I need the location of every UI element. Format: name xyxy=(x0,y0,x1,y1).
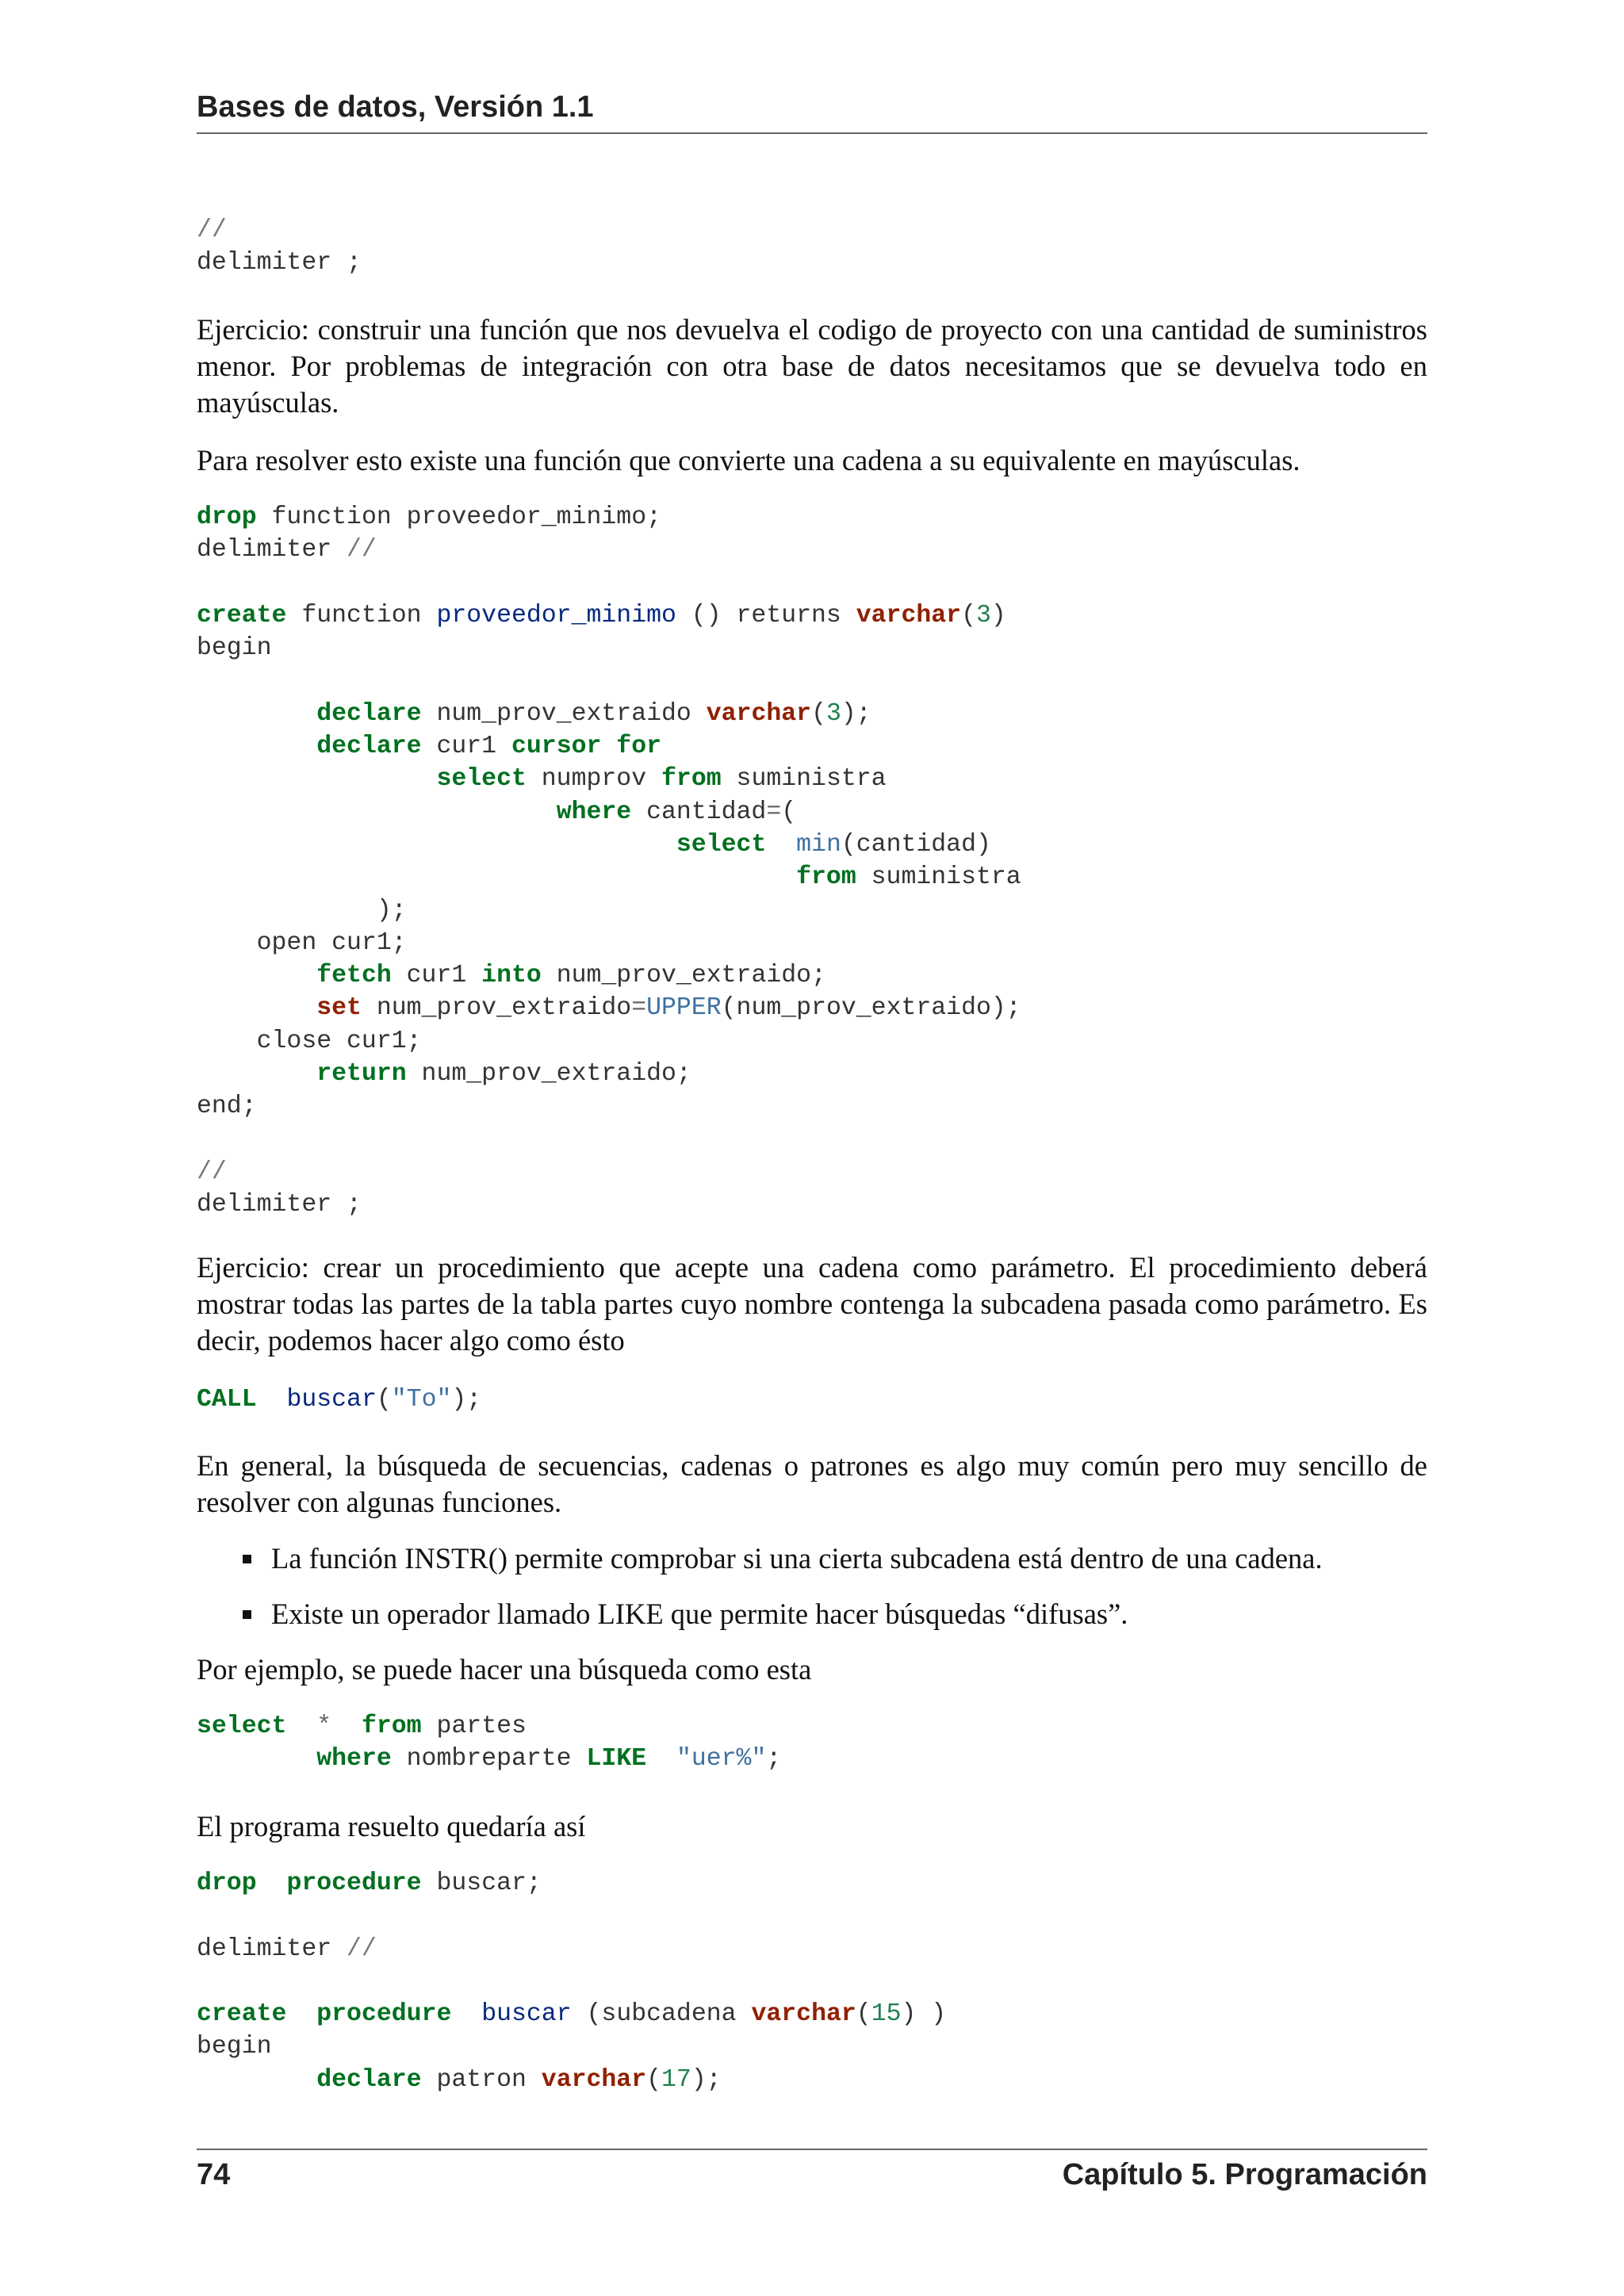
code-token: buscar xyxy=(286,1386,377,1414)
code-token: into xyxy=(481,962,542,990)
code-block-proveedor-minimo xyxy=(197,501,1427,1222)
code-token: declare xyxy=(316,733,422,761)
code-token: function xyxy=(286,601,437,629)
code-line xyxy=(197,1027,422,1055)
paragraph-upper-info: Para resolver esto existe una función que convierte una cadena a su equivalente en mayúsculas. xyxy=(197,444,1300,476)
code-token xyxy=(197,733,316,760)
bullet-list xyxy=(197,1540,1427,1632)
code-line xyxy=(197,1060,691,1088)
code-token: varchar xyxy=(751,2000,856,2029)
code-token: drop xyxy=(197,1869,257,1897)
code-token: function proveedor_minimo; xyxy=(256,503,662,531)
footer-rule xyxy=(197,2149,1427,2150)
code-token: * xyxy=(316,1712,332,1740)
code-token xyxy=(286,1712,316,1740)
bullet-item xyxy=(197,1596,1427,1632)
code-token: for xyxy=(601,733,662,761)
code-token: num_prov_extraido xyxy=(421,699,707,728)
code-token: select xyxy=(676,830,767,859)
code-token: numprov xyxy=(526,765,662,794)
code-line xyxy=(197,765,887,793)
code-line xyxy=(197,962,826,989)
code-token: cursor xyxy=(511,733,602,761)
code-token xyxy=(286,2000,316,2028)
code-line xyxy=(197,2033,272,2061)
code-token: (cantidad) xyxy=(841,830,991,859)
code-token: declare xyxy=(316,2065,422,2094)
code-token: = xyxy=(631,994,647,1023)
code-token: from xyxy=(661,765,722,794)
paragraph-exercise-2: Ejercicio: crear un procedimiento que acepte una cadena como parámetro. El procedimiento deberá mostrar todas las partes de la tabla partes cuyo nombre contenga la subcadena pasada como parámetro. Es decir, podemos hacer algo como ésto xyxy=(197,1251,1427,1357)
code-token: ( xyxy=(811,699,826,728)
code-token xyxy=(451,2000,481,2028)
code-line xyxy=(197,249,362,277)
bullet-item xyxy=(197,1540,1427,1577)
paragraph-program-resolved: El programa resuelto quedaría así xyxy=(197,1810,586,1843)
code-token: procedure xyxy=(286,1869,422,1897)
code-token: // xyxy=(197,216,227,244)
code-token: min xyxy=(796,830,841,859)
code-token xyxy=(197,831,676,859)
code-token xyxy=(197,2066,316,2094)
code-line xyxy=(197,1386,481,1414)
code-block-procedure-buscar xyxy=(197,1867,1427,2096)
code-token xyxy=(766,831,796,859)
code-token: cur1 xyxy=(421,733,511,761)
code-token: ) ) xyxy=(901,2000,947,2029)
code-token: // xyxy=(197,1158,227,1186)
code-token: ( xyxy=(856,2000,871,2029)
code-line xyxy=(197,1935,377,1963)
code-token: ( xyxy=(376,1386,392,1414)
page-number: 74 xyxy=(197,2158,231,2191)
code-token: 15 xyxy=(871,2000,902,2029)
code-token: suministra xyxy=(856,863,1021,892)
code-token: nombreparte xyxy=(391,1745,587,1774)
code-token: buscar; xyxy=(421,1869,542,1897)
code-token: end; xyxy=(197,1093,257,1121)
code-token xyxy=(646,1745,676,1773)
code-token: select xyxy=(436,765,527,794)
code-token: 3 xyxy=(825,699,841,728)
code-token: ) xyxy=(990,601,1006,629)
code-token: patron xyxy=(421,2065,542,2094)
code-token: partes xyxy=(421,1712,527,1740)
code-token: begin xyxy=(197,634,272,663)
code-token xyxy=(197,1745,316,1773)
code-token xyxy=(197,700,316,728)
code-token: create xyxy=(197,2000,287,2029)
code-line xyxy=(197,1191,362,1219)
code-token: num_prov_extraido xyxy=(361,994,632,1023)
code-token: ); xyxy=(841,699,871,728)
code-token: cantidad xyxy=(631,798,767,826)
bullet-marker xyxy=(243,1555,251,1563)
code-token xyxy=(197,994,316,1022)
code-token: UPPER xyxy=(646,994,722,1023)
code-token: procedure xyxy=(316,2000,452,2029)
code-token: (subcadena xyxy=(571,2000,752,2029)
code-line xyxy=(197,1712,527,1740)
code-line xyxy=(197,536,377,564)
code-line xyxy=(197,929,407,957)
code-token: drop xyxy=(197,503,257,531)
code-token: ( xyxy=(961,601,976,629)
code-token: = xyxy=(766,798,782,826)
code-token: num_prov_extraido; xyxy=(406,1060,691,1089)
code-line xyxy=(197,1093,257,1120)
code-token xyxy=(197,798,557,826)
code-line xyxy=(197,2066,722,2094)
code-line xyxy=(197,634,272,662)
code-token: delimiter xyxy=(197,536,347,564)
code-line xyxy=(197,602,1006,629)
code-token: ); xyxy=(691,2065,722,2094)
code-token: // xyxy=(347,536,377,564)
paragraph-example: Por ejemplo, se puede hacer una búsqueda como esta xyxy=(197,1653,812,1686)
code-token: // xyxy=(347,1934,377,1963)
code-token: open cur1; xyxy=(197,928,407,957)
code-line xyxy=(197,1869,542,1897)
code-token: begin xyxy=(197,2033,272,2061)
code-token: close cur1; xyxy=(197,1027,422,1055)
code-token: from xyxy=(361,1712,422,1740)
code-token: num_prov_extraido; xyxy=(541,962,826,990)
code-token: delimiter ; xyxy=(197,1191,362,1219)
code-token: 17 xyxy=(661,2065,691,2094)
code-token xyxy=(197,863,796,891)
code-token: LIKE xyxy=(586,1745,647,1774)
code-token: varchar xyxy=(541,2065,647,2094)
code-token: where xyxy=(316,1745,392,1774)
code-block-delimiter-end xyxy=(197,214,1427,280)
code-token: proveedor_minimo xyxy=(436,601,676,629)
paragraph-search-intro: En general, la búsqueda de secuencias, cadenas o patrones es algo muy común pero muy sencillo de resolver con algunas funciones. xyxy=(197,1449,1427,1518)
code-token: where xyxy=(556,798,632,826)
code-token xyxy=(197,765,436,793)
bullet-marker xyxy=(243,1610,251,1619)
code-token: "To" xyxy=(391,1386,452,1414)
code-token: return xyxy=(316,1060,407,1089)
code-token: varchar xyxy=(706,699,812,728)
code-token: declare xyxy=(316,699,422,728)
code-token xyxy=(257,1386,287,1414)
code-token: 3 xyxy=(975,601,991,629)
paragraph-exercise-1: Ejercicio: construir una función que nos devuelva el codigo de proyecto con una cantidad de suministros menor. Por problemas de integración con otra base de datos necesitamos que se devuelva todo en mayúsculas. xyxy=(197,313,1427,419)
code-token: ); xyxy=(451,1386,482,1414)
bullet-text: Existe un operador llamado LIKE que permite hacer búsquedas “difusas”. xyxy=(271,1598,1128,1630)
code-token xyxy=(257,1869,287,1897)
chapter-title: Capítulo 5. Programación xyxy=(1062,2158,1427,2191)
code-token: ); xyxy=(197,896,407,924)
code-block-like-select xyxy=(197,1710,1427,1776)
code-token: ( xyxy=(781,798,797,826)
code-line xyxy=(197,216,227,244)
code-token: CALL xyxy=(197,1386,257,1414)
code-line xyxy=(197,1745,781,1773)
code-token: set xyxy=(316,994,362,1023)
code-line xyxy=(197,733,661,760)
code-line xyxy=(197,700,871,728)
code-line xyxy=(197,798,796,826)
code-token: (num_prov_extraido); xyxy=(721,994,1021,1023)
code-token: ; xyxy=(766,1745,782,1774)
code-token: select xyxy=(197,1712,287,1740)
code-token xyxy=(331,1712,362,1740)
code-token: "uer%" xyxy=(676,1745,767,1774)
code-token: varchar xyxy=(856,601,962,629)
running-header-title: Bases de datos, Versión 1.1 xyxy=(197,90,594,124)
code-token: suministra xyxy=(721,765,887,794)
code-token: cur1 xyxy=(391,962,482,990)
code-line xyxy=(197,897,407,924)
code-token xyxy=(197,962,316,989)
code-token: ( xyxy=(646,2065,662,2094)
code-line xyxy=(197,994,1021,1022)
code-token: delimiter ; xyxy=(197,249,362,277)
code-line xyxy=(197,1158,227,1186)
code-line xyxy=(197,2000,946,2028)
code-line xyxy=(197,503,661,531)
code-token: fetch xyxy=(316,962,392,990)
code-line xyxy=(197,863,1021,891)
code-token: () returns xyxy=(676,601,856,629)
code-token: buscar xyxy=(481,2000,572,2029)
code-block-call-buscar xyxy=(197,1383,1427,1416)
code-token xyxy=(197,1060,316,1088)
code-token: create xyxy=(197,601,287,629)
code-line xyxy=(197,831,991,859)
code-token: delimiter xyxy=(197,1934,347,1963)
header-rule xyxy=(197,132,1427,134)
bullet-text: La función INSTR() permite comprobar si una cierta subcadena está dentro de una cadena. xyxy=(271,1542,1323,1575)
code-token: from xyxy=(796,863,856,892)
